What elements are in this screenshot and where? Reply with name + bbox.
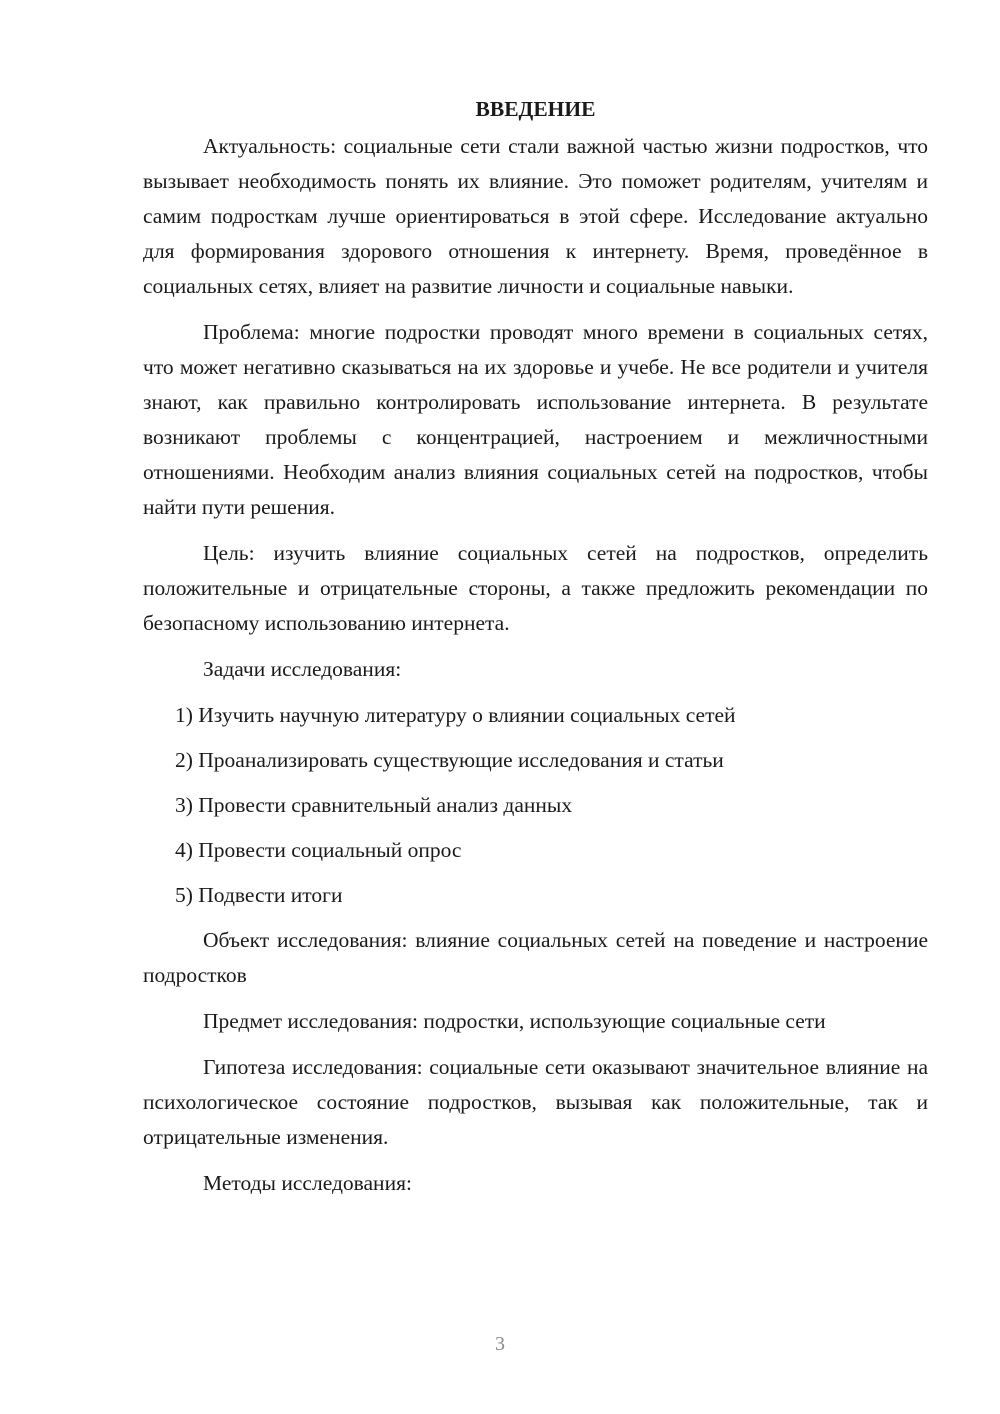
task-item: 5) Подвести итоги	[175, 883, 343, 907]
task-item: 2) Проанализировать существующие исследования и статьи	[175, 748, 724, 772]
object-paragraph: Объект исследования: влияние социальных сетей на поведение и настроение подростков	[143, 928, 928, 987]
task-item: 4) Провести социальный опрос	[175, 838, 462, 862]
page-number: 3	[495, 1333, 505, 1355]
document-page	[143, 92, 928, 1212]
subject-paragraph: Предмет исследования: подростки, использующие социальные сети	[203, 1009, 826, 1033]
task-item: 1) Изучить научную литературу о влиянии социальных сетей	[175, 703, 736, 727]
relevance-paragraph: Актуальность: социальные сети стали важной частью жизни подростков, что вызывает необходимость понять их влияние. Это поможет родителям, учителям и самим подросткам лучше ориентироваться в этой сфере. Исследование актуально для формирования здорового отношения к интернету. Время, проведённое в социальных сетях, влияет на развитие личности и социальные навыки.	[143, 134, 928, 298]
hypothesis-paragraph: Гипотеза исследования: социальные сети оказывают значительное влияние на психологическое состояние подростков, вызывая как положительные, так и отрицательные изменения.	[143, 1055, 928, 1149]
tasks-heading: Задачи исследования:	[203, 657, 402, 681]
tasks-list	[143, 698, 928, 913]
methods-heading: Методы исследования:	[203, 1171, 412, 1195]
task-item: 3) Провести сравнительный анализ данных	[175, 793, 573, 817]
goal-paragraph: Цель: изучить влияние социальных сетей на подростков, определить положительные и отрицательные стороны, а также предложить рекомендации по безопасному использованию интернета.	[143, 541, 928, 635]
section-title: ВВЕДЕНИЕ	[475, 97, 596, 121]
problem-paragraph: Проблема: многие подростки проводят много времени в социальных сетях, что может негативно сказываться на их здоровье и учебе. Не все родители и учителя знают, как правильно контролировать использование интернета. В результате возникают проблемы с концентрацией, настроением и межличностными отношениями. Необходим анализ влияния социальных сетей на подростков, чтобы найти пути решения.	[143, 320, 928, 519]
